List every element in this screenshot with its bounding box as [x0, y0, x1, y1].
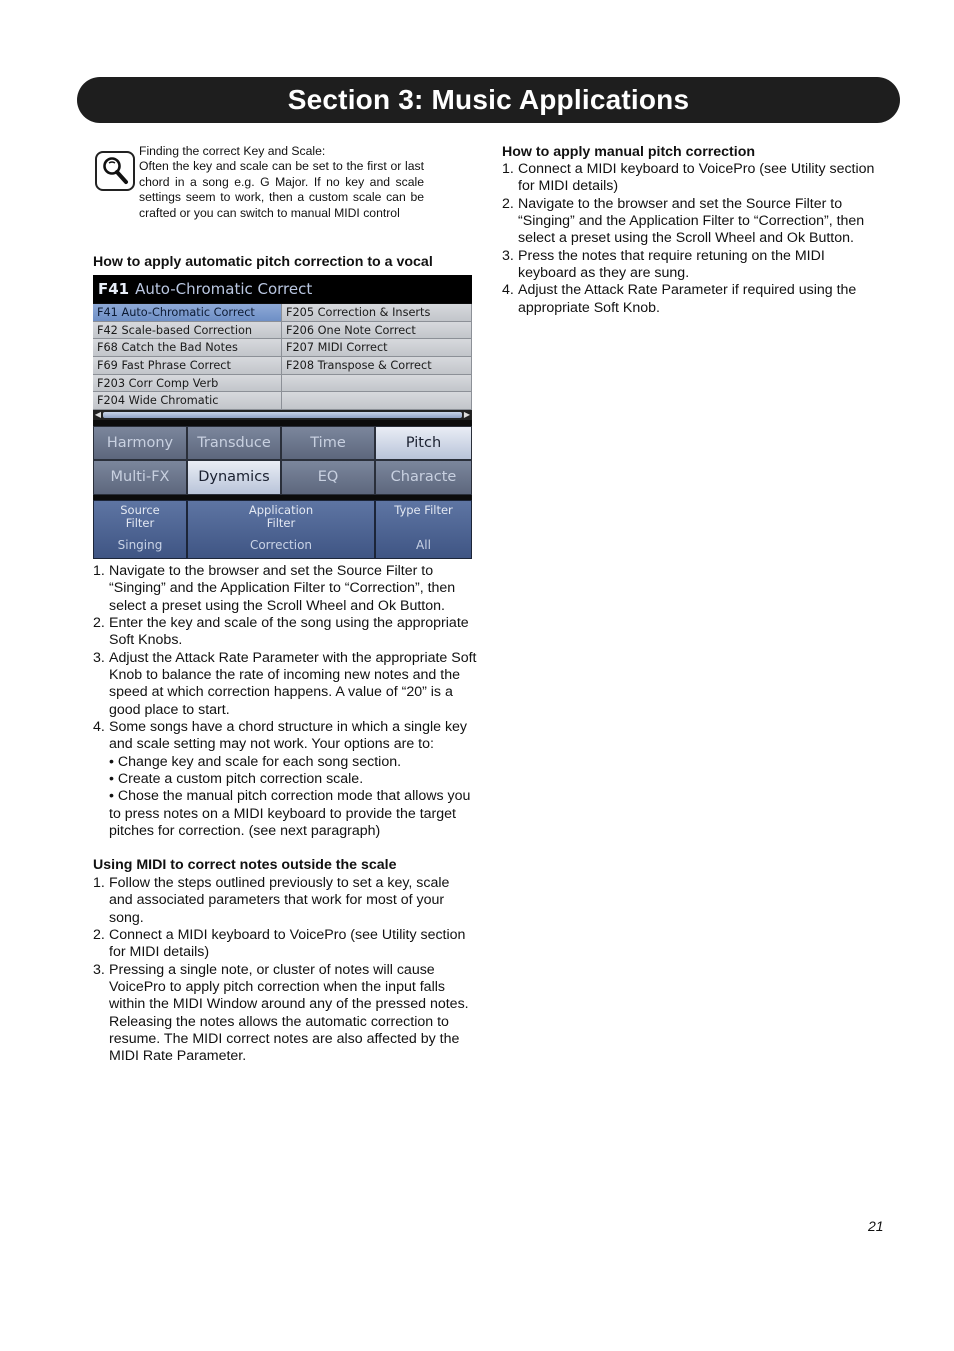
screen-title-bar — [93, 275, 472, 303]
auto-correction-steps — [93, 563, 477, 841]
tip-title: Finding the correct Key and Scale: — [139, 144, 326, 158]
application-filter-value: Correction — [249, 538, 313, 552]
list-item: 2. Navigate to the browser and set the Source Filter to “Singing” and the Application Filter to “Correction”, then select a preset using the Scroll Wheel and Ok Button. — [502, 195, 865, 247]
list-item: 4. Some songs have a chord structure in which a single key and scale setting may not work. Your options are to: • Change key and scale for each song section. • Create a custom pitch correction scale. • Chose the manual pitch correction mode that allows you to press notes on a MIDI keyboard to provide the target pitches for correction. (see next paragraph) — [93, 719, 477, 840]
preset-item[interactable]: F42 Scale-based Correction — [93, 322, 282, 340]
preset-item[interactable]: F208 Transpose & Correct — [282, 357, 472, 375]
scroll-left-icon[interactable]: ◀ — [94, 410, 102, 419]
source-filter-label: Source Filter — [120, 503, 160, 530]
preset-item-empty — [282, 392, 472, 410]
screen-title-code: F41 — [98, 280, 130, 298]
list-item: 3. Pressing a single note, or cluster of notes will cause VoicePro to apply pitch correction when the input falls within the MIDI Window around any of the pressed notes. Releasing the notes allows the automatic correction to resume. The MIDI correct notes are also affected by the MIDI Rate Parameter. — [93, 961, 469, 1065]
option-bullet: • Change key and scale for each song section. — [109, 753, 402, 770]
preset-item[interactable]: F205 Correction & Inserts — [282, 304, 472, 322]
scrollbar-thumb[interactable] — [103, 412, 462, 418]
list-item: 3. Adjust the Attack Rate Parameter with the appropriate Soft Knob to balance the rate of incoming new notes and the speed at which correction happens. A value of “20” is a good place to start. — [93, 649, 477, 718]
option-bullet: • Create a custom pitch correction scale. — [109, 771, 364, 788]
preset-item[interactable]: F207 MIDI Correct — [282, 339, 472, 357]
preset-item-empty — [282, 375, 472, 393]
tab-character[interactable]: Characte — [375, 460, 472, 495]
list-item: 1. Connect a MIDI keyboard to VoicePro (see Utility section for MIDI details) — [502, 161, 875, 195]
preset-item[interactable]: F69 Fast Phrase Correct — [93, 357, 282, 375]
preset-item[interactable]: F203 Corr Comp Verb — [93, 375, 282, 393]
type-filter-value: All — [416, 538, 431, 552]
tab-dynamics[interactable]: Dynamics — [187, 460, 281, 495]
manual-correction-heading: How to apply manual pitch correction — [502, 144, 756, 160]
preset-item[interactable]: F204 Wide Chromatic — [93, 392, 282, 410]
tip-body: Often the key and scale can be set to the first or last chord in a song e.g. G Major. If no key and scale settings seem to work, then a custom scale can be crafted or you can switch to manual MIDI control — [139, 159, 424, 220]
voicepro-preset-browser — [93, 275, 472, 559]
type-filter-knob[interactable] — [375, 500, 472, 559]
scroll-right-icon[interactable]: ▶ — [463, 410, 471, 419]
section-title: Section 3: Music Applications — [287, 84, 690, 115]
category-tabs — [93, 426, 472, 495]
midi-correction-heading: Using MIDI to correct notes outside the scale — [93, 857, 397, 873]
screen-title-name: Auto-Chromatic Correct — [135, 280, 313, 298]
tab-time[interactable]: Time — [281, 426, 375, 460]
application-filter-knob[interactable] — [187, 500, 375, 559]
preset-list — [93, 304, 472, 410]
tab-eq[interactable]: EQ — [281, 460, 375, 495]
list-item: 4. Adjust the Attack Rate Parameter if required using the appropriate Soft Knob. — [502, 282, 857, 316]
application-filter-label: Application Filter — [248, 503, 314, 530]
horizontal-scrollbar[interactable] — [93, 410, 472, 420]
auto-correction-heading: How to apply automatic pitch correction to a vocal — [93, 254, 433, 270]
list-item: 3. Press the notes that require retuning on the MIDI keyboard as they are sung. — [502, 247, 825, 282]
tab-transduce[interactable]: Transduce — [187, 426, 281, 460]
preset-item[interactable]: F68 Catch the Bad Notes — [93, 339, 282, 357]
list-item: 2. Enter the key and scale of the song using the appropriate Soft Knobs. — [93, 615, 469, 649]
manual-correction-steps — [502, 161, 887, 317]
page-number: 21 — [868, 1218, 884, 1234]
tab-pitch[interactable]: Pitch — [375, 426, 472, 460]
preset-item[interactable]: F41 Auto-Chromatic Correct — [93, 304, 282, 322]
list-item: 1. Navigate to the browser and set the Source Filter to “Singing” and the Application Filter to “Correction”, then select a preset using the Scroll Wheel and Ok Button. — [93, 563, 456, 614]
section-banner — [77, 77, 900, 123]
source-filter-knob[interactable] — [93, 500, 187, 559]
list-item: 2. Connect a MIDI keyboard to VoicePro (see Utility section for MIDI details) — [93, 927, 466, 961]
magnifier-icon — [95, 151, 135, 191]
filter-bar — [93, 500, 472, 559]
tip-note — [139, 144, 424, 221]
source-filter-value: Singing — [117, 538, 163, 552]
midi-correction-steps — [93, 875, 477, 1066]
tab-multi-fx[interactable]: Multi-FX — [93, 460, 187, 495]
preset-item[interactable]: F206 One Note Correct — [282, 322, 472, 340]
list-item: 1. Follow the steps outlined previously to set a key, scale and associated parameters that work for most of your song. — [93, 875, 450, 926]
option-bullet: • Chose the manual pitch correction mode that allows you to press notes on a MIDI keyboard to provide the target pitches for correction. (see next paragraph) — [109, 788, 471, 840]
tab-harmony[interactable]: Harmony — [93, 426, 187, 460]
type-filter-label: Type Filter — [394, 503, 453, 517]
